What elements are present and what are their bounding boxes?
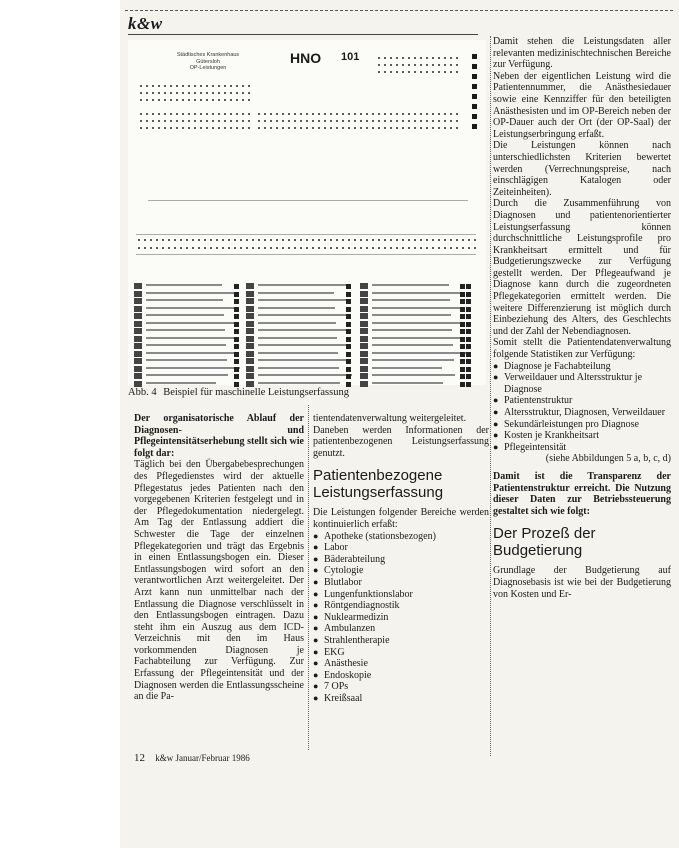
form-code	[134, 343, 142, 349]
form-text-line	[258, 329, 349, 331]
org-line-2: Gütersloh	[196, 58, 220, 65]
form-code	[360, 313, 368, 319]
list-item: ● EKG	[313, 647, 489, 659]
form-text-line	[146, 299, 223, 301]
mark-grid-left-2	[138, 91, 250, 95]
form-code	[360, 336, 368, 342]
form-text-line	[372, 292, 462, 294]
mark-grid-mid-3	[256, 126, 376, 130]
form-text-line	[372, 359, 454, 361]
col3-p1: Damit stehen die Leistungsdaten aller relevanten medizinischtechnischen Bereiche zur Verfügung.	[493, 36, 671, 71]
form-code	[360, 343, 368, 349]
form-code	[134, 366, 142, 372]
form-mark-box	[234, 367, 239, 372]
form-code	[360, 366, 368, 372]
form-code	[134, 336, 142, 342]
mark-grid-right-2	[376, 119, 460, 123]
form-code	[246, 283, 254, 289]
text-column-2	[313, 413, 489, 704]
form-mark-box	[234, 284, 239, 289]
timing-mark	[472, 74, 477, 79]
timing-mark	[466, 322, 471, 327]
form-text-line	[258, 382, 340, 384]
form-number: 101	[341, 51, 360, 63]
page-number: 12	[134, 752, 145, 764]
list-item: ● Patientenstruktur	[493, 395, 671, 407]
form-mark-box	[460, 292, 465, 297]
list-item: ● Anästhesie	[313, 658, 489, 670]
form-code	[246, 291, 254, 297]
form-mark-box	[460, 359, 465, 364]
list-item: ● Diagnose je Fachabteilung	[493, 361, 671, 373]
timing-mark	[466, 352, 471, 357]
form-code	[246, 373, 254, 379]
form-code	[246, 298, 254, 304]
list-item: ● Kosten je Krankheitsart	[493, 430, 671, 442]
timing-mark	[466, 367, 471, 372]
list-item: ● Nuklearmedizin	[313, 612, 489, 624]
mark-grid-right-3	[376, 126, 460, 130]
form-code	[246, 351, 254, 357]
col3-heading: Der Prozeß der Budgetierung	[493, 525, 596, 560]
col3-p6: Grundlage der Budgetierung auf Diagnosebasis ist wie bei der Budgetierung von Kosten und Er-	[493, 565, 671, 600]
form-code	[134, 381, 142, 387]
col1-body: Täglich bei den Übergabebesprechungen des Pflegedienstes wird der aktuelle Pflegestatus jedes Patienten nach den vorgegebenen Kriterien festgelegt und in der Pflegedokumentation niedergelegt. Am Tag der Entlassung addiert die Schwester die Tage der einzelnen Pflegekategorien und trägt das Ergebnis in einen Entlassungsbogen ein. Dieser Entlassungsbogen wird sofort an den verantwortlichen Arzt weitergeleitet. Der Arzt kann nun unmittelbar nach der Entlassung die Diagnose verschlüsselt in den Entlassungsbogen eintragen. Dazu steht ihm ein Auszug aus dem ICD-Verzeichnis mit den im Haus vorkommenden Diagnosen je Fachabteilung zur Verfügung. Zur Erfassung der Pflegeintensität und der Diagnosen werden die Entlassungsscheine an die Pa-	[134, 459, 304, 703]
form-mark-box	[234, 307, 239, 312]
form-mark-box	[346, 284, 351, 289]
col3-p3: Die Leistungen können nach unterschiedlichsten Kriterien bewertet werden (Verrechnungspreise, nach einschlägigen Katalogen oder Zeiteinheiten).	[493, 140, 671, 198]
form-code	[360, 351, 368, 357]
form-mark-box	[460, 337, 465, 342]
form-text-line	[372, 337, 465, 339]
form-code	[360, 291, 368, 297]
form-code	[246, 343, 254, 349]
form-code	[246, 381, 254, 387]
col3-after-list: (siehe Abbildungen 5 a, b, c, d)	[545, 453, 671, 465]
form-code	[246, 366, 254, 372]
mark-grid-mid-2	[256, 119, 376, 123]
form-mark-box	[234, 382, 239, 387]
form-code	[134, 321, 142, 327]
form-text-line	[146, 359, 227, 361]
list-item: ● Strahlentherapie	[313, 635, 489, 647]
form-code	[360, 321, 368, 327]
form-mark-box	[234, 352, 239, 357]
list-item: ● Pflegeintensität	[493, 442, 671, 454]
form-code	[134, 328, 142, 334]
list-item: ● Altersstruktur, Diagnosen, Verweildauer	[493, 407, 671, 419]
form-mark-box	[460, 382, 465, 387]
text-column-1	[134, 413, 304, 703]
col1-lead: Der organisatorische Ablauf der Diagnosen- und Pflegeintensitätserhebung stellt sich wie folgt dar:	[134, 413, 304, 459]
form-rule	[148, 200, 468, 201]
issue-label: k&w Januar/Februar 1986	[155, 753, 250, 763]
list-item: ● Cytologie	[313, 565, 489, 577]
col3-bold-para: Damit ist die Transparenz der Patientenstruktur erreicht. Die Nutzung dieser Daten zur Betriebssteuerung gestaltet sich wie folgt:	[493, 470, 671, 517]
form-mark-box	[346, 314, 351, 319]
form-text-line	[258, 352, 338, 354]
form-mark-box	[346, 329, 351, 334]
top-dashed-rule	[125, 10, 673, 11]
form-mark-box	[460, 299, 465, 304]
form-mark-box	[346, 322, 351, 327]
form-code	[360, 298, 368, 304]
form-mark-box	[460, 307, 465, 312]
form-text-line	[146, 329, 225, 331]
form-code	[134, 298, 142, 304]
form-text-line	[372, 284, 449, 286]
col3-p4: Durch die Zusammenführung von Diagnosen und patientenorientierter Leistungserfassung können durchschnittliche Leistungsprofile pro Krankheitsart ermittelt und für Budgetierungszwecke zur Verfügung gestellt werden. Der Pflegeaufwand je Diagnose kann durch die zugeordneten Pflegekategorien ermittelt werden. Die weitere Differenzierung ist möglich durch Einbeziehung des Alters, des Geschlechts und der Zahl der Nebendiagnosen.	[493, 198, 671, 337]
form-code	[134, 358, 142, 364]
page-footer	[134, 752, 250, 764]
form-text-line	[258, 374, 352, 376]
form-mark-box	[346, 382, 351, 387]
form-text-line	[372, 382, 443, 384]
form-mark-box	[234, 344, 239, 349]
mark-grid-left-5	[138, 119, 250, 123]
form-text-line	[258, 322, 336, 324]
form-mark-box	[346, 344, 351, 349]
form-text-line	[258, 307, 335, 309]
form-text-line	[146, 344, 226, 346]
form-mark-box	[234, 299, 239, 304]
mark-grid-left-6	[138, 126, 250, 130]
list-item: ● Labor	[313, 542, 489, 554]
form-text-line	[372, 322, 464, 324]
form-mark-box	[234, 329, 239, 334]
form-mark-box	[460, 322, 465, 327]
mark-grid-top-2	[376, 63, 460, 67]
timing-mark	[472, 64, 477, 69]
form-code	[134, 351, 142, 357]
caption-number: Abb. 4	[128, 387, 157, 398]
form-rule	[136, 254, 476, 255]
mark-grid-top	[376, 56, 460, 60]
form-text-line	[146, 284, 222, 286]
form-mark-box	[460, 344, 465, 349]
form-text-line	[146, 322, 237, 324]
form-text-line	[146, 307, 236, 309]
mark-grid-top-3	[376, 70, 460, 74]
org-line-1: Städtisches Krankenhaus	[176, 52, 240, 58]
list-item: ● Röntgendiagnostik	[313, 600, 489, 612]
mark-grid-header-2	[136, 246, 476, 250]
form-mark-box	[346, 337, 351, 342]
form-mark-box	[460, 314, 465, 319]
col3-p5: Somit stellt die Patientendatenverwaltung folgende Statistiken zur Verfügung:	[493, 337, 671, 361]
form-code	[246, 313, 254, 319]
form-text-line	[146, 374, 228, 376]
col3-p2: Neben der eigentlichen Leistung wird die Patientennummer, die Anästhesiedauer sowie eine Kennziffer für den beteiligten Anästhesisten und im OP-Bereich neben der OP-Dauer auch der Ort (der OP-Saal) der Leistungserbringung erfaßt.	[493, 70, 671, 140]
list-item: ● 7 OPs	[313, 681, 489, 693]
form-code	[360, 358, 368, 364]
form-text-line	[372, 299, 450, 301]
list-item: ● Ambulanzen	[313, 623, 489, 635]
form-department: HNO	[290, 50, 322, 66]
form-text-line	[258, 314, 348, 316]
timing-mark	[466, 337, 471, 342]
form-mark-box	[460, 367, 465, 372]
col2-intro: tientendatenverwaltung weitergeleitet.	[313, 413, 467, 424]
form-text-line	[146, 352, 239, 354]
form-code	[134, 306, 142, 312]
form-code	[134, 283, 142, 289]
mark-grid-left-1	[138, 84, 250, 88]
form-rule	[136, 234, 476, 235]
form-text-line	[372, 367, 442, 369]
column-divider-2	[490, 36, 491, 756]
timing-mark	[466, 374, 471, 379]
timing-mark	[466, 299, 471, 304]
list-item: ● Sekundärleistungen pro Diagnose	[493, 419, 671, 431]
form-code	[360, 306, 368, 312]
form-organization	[168, 52, 248, 72]
form-text-line	[146, 292, 235, 294]
form-code	[134, 313, 142, 319]
timing-mark	[466, 329, 471, 334]
leistungserfassung-form-figure	[128, 40, 486, 385]
timing-mark	[472, 104, 477, 109]
form-text-line	[372, 374, 455, 376]
form-mark-box	[460, 352, 465, 357]
form-code	[246, 306, 254, 312]
form-mark-box	[234, 337, 239, 342]
form-text-line	[372, 344, 453, 346]
mark-grid-mid-1	[256, 112, 376, 116]
form-text-line	[372, 329, 452, 331]
timing-mark	[466, 307, 471, 312]
col2-list-intro: Die Leistungen folgender Bereiche werden kontinuierlich erfaßt:	[313, 507, 489, 530]
form-text-line	[258, 292, 334, 294]
timing-mark	[472, 124, 477, 129]
logo-rule	[128, 34, 478, 35]
form-code	[134, 291, 142, 297]
form-mark-box	[346, 374, 351, 379]
figure-caption	[128, 387, 488, 398]
col2-heading: Patientenbezogene Leistungserfassung	[313, 467, 444, 502]
timing-mark	[466, 359, 471, 364]
form-mark-box	[460, 329, 465, 334]
list-item: ● Apotheke (stationsbezogen)	[313, 531, 489, 543]
form-text-line	[372, 314, 451, 316]
timing-mark	[466, 382, 471, 387]
form-mark-box	[460, 284, 465, 289]
timing-mark	[466, 292, 471, 297]
form-text-line	[258, 359, 351, 361]
form-mark-box	[346, 367, 351, 372]
timing-mark	[472, 94, 477, 99]
form-text-line	[146, 314, 224, 316]
statistics-list	[493, 361, 671, 454]
list-item: ● Blutlabor	[313, 577, 489, 589]
timing-mark	[472, 54, 477, 59]
form-mark-box	[346, 352, 351, 357]
form-code	[360, 328, 368, 334]
form-text-line	[258, 337, 337, 339]
mark-grid-right-1	[376, 112, 460, 116]
list-item: ● Lungenfunktionslabor	[313, 589, 489, 601]
timing-mark	[466, 314, 471, 319]
form-text-line	[146, 367, 240, 369]
timing-mark	[466, 284, 471, 289]
form-text-line	[146, 337, 238, 339]
caption-text: Beispiel für maschinelle Leistungserfassung	[163, 387, 349, 398]
column-divider-1	[308, 405, 309, 750]
form-code	[134, 373, 142, 379]
form-mark-box	[346, 292, 351, 297]
timing-mark	[472, 114, 477, 119]
mark-grid-left-4	[138, 112, 250, 116]
timing-mark	[472, 84, 477, 89]
form-code	[246, 321, 254, 327]
form-code	[246, 328, 254, 334]
area-list	[313, 531, 489, 705]
form-mark-box	[234, 322, 239, 327]
mark-grid-left-3	[138, 98, 250, 102]
form-text-line	[146, 382, 216, 384]
form-mark-box	[346, 307, 351, 312]
form-code	[360, 381, 368, 387]
org-line-3: OP-Leistungen	[189, 65, 227, 71]
form-mark-box	[234, 292, 239, 297]
form-code	[246, 336, 254, 342]
list-item: ● Verweildauer und Altersstruktur je Diagnose	[493, 372, 671, 395]
form-text-line	[258, 367, 339, 369]
form-code	[360, 283, 368, 289]
form-mark-box	[234, 314, 239, 319]
form-mark-box	[346, 359, 351, 364]
list-item: ● Kreißsaal	[313, 693, 489, 705]
form-text-line	[258, 344, 350, 346]
form-code	[360, 373, 368, 379]
form-text-line	[258, 299, 347, 301]
timing-mark	[466, 344, 471, 349]
form-mark-box	[234, 359, 239, 364]
form-text-line	[372, 307, 463, 309]
form-code	[246, 358, 254, 364]
col2-para: Daneben werden Informationen der patientenbezogenen Leistungserfassung genutzt.	[313, 424, 489, 459]
mark-grid-header-1	[136, 238, 476, 242]
form-text-line	[372, 352, 466, 354]
form-text-line	[258, 284, 346, 286]
form-mark-box	[460, 374, 465, 379]
magazine-logo: k&w	[128, 14, 163, 33]
form-mark-box	[234, 374, 239, 379]
text-column-3	[493, 36, 671, 600]
list-item: ● Endoskopie	[313, 670, 489, 682]
list-item: ● Bäderabteilung	[313, 554, 489, 566]
form-mark-box	[346, 299, 351, 304]
